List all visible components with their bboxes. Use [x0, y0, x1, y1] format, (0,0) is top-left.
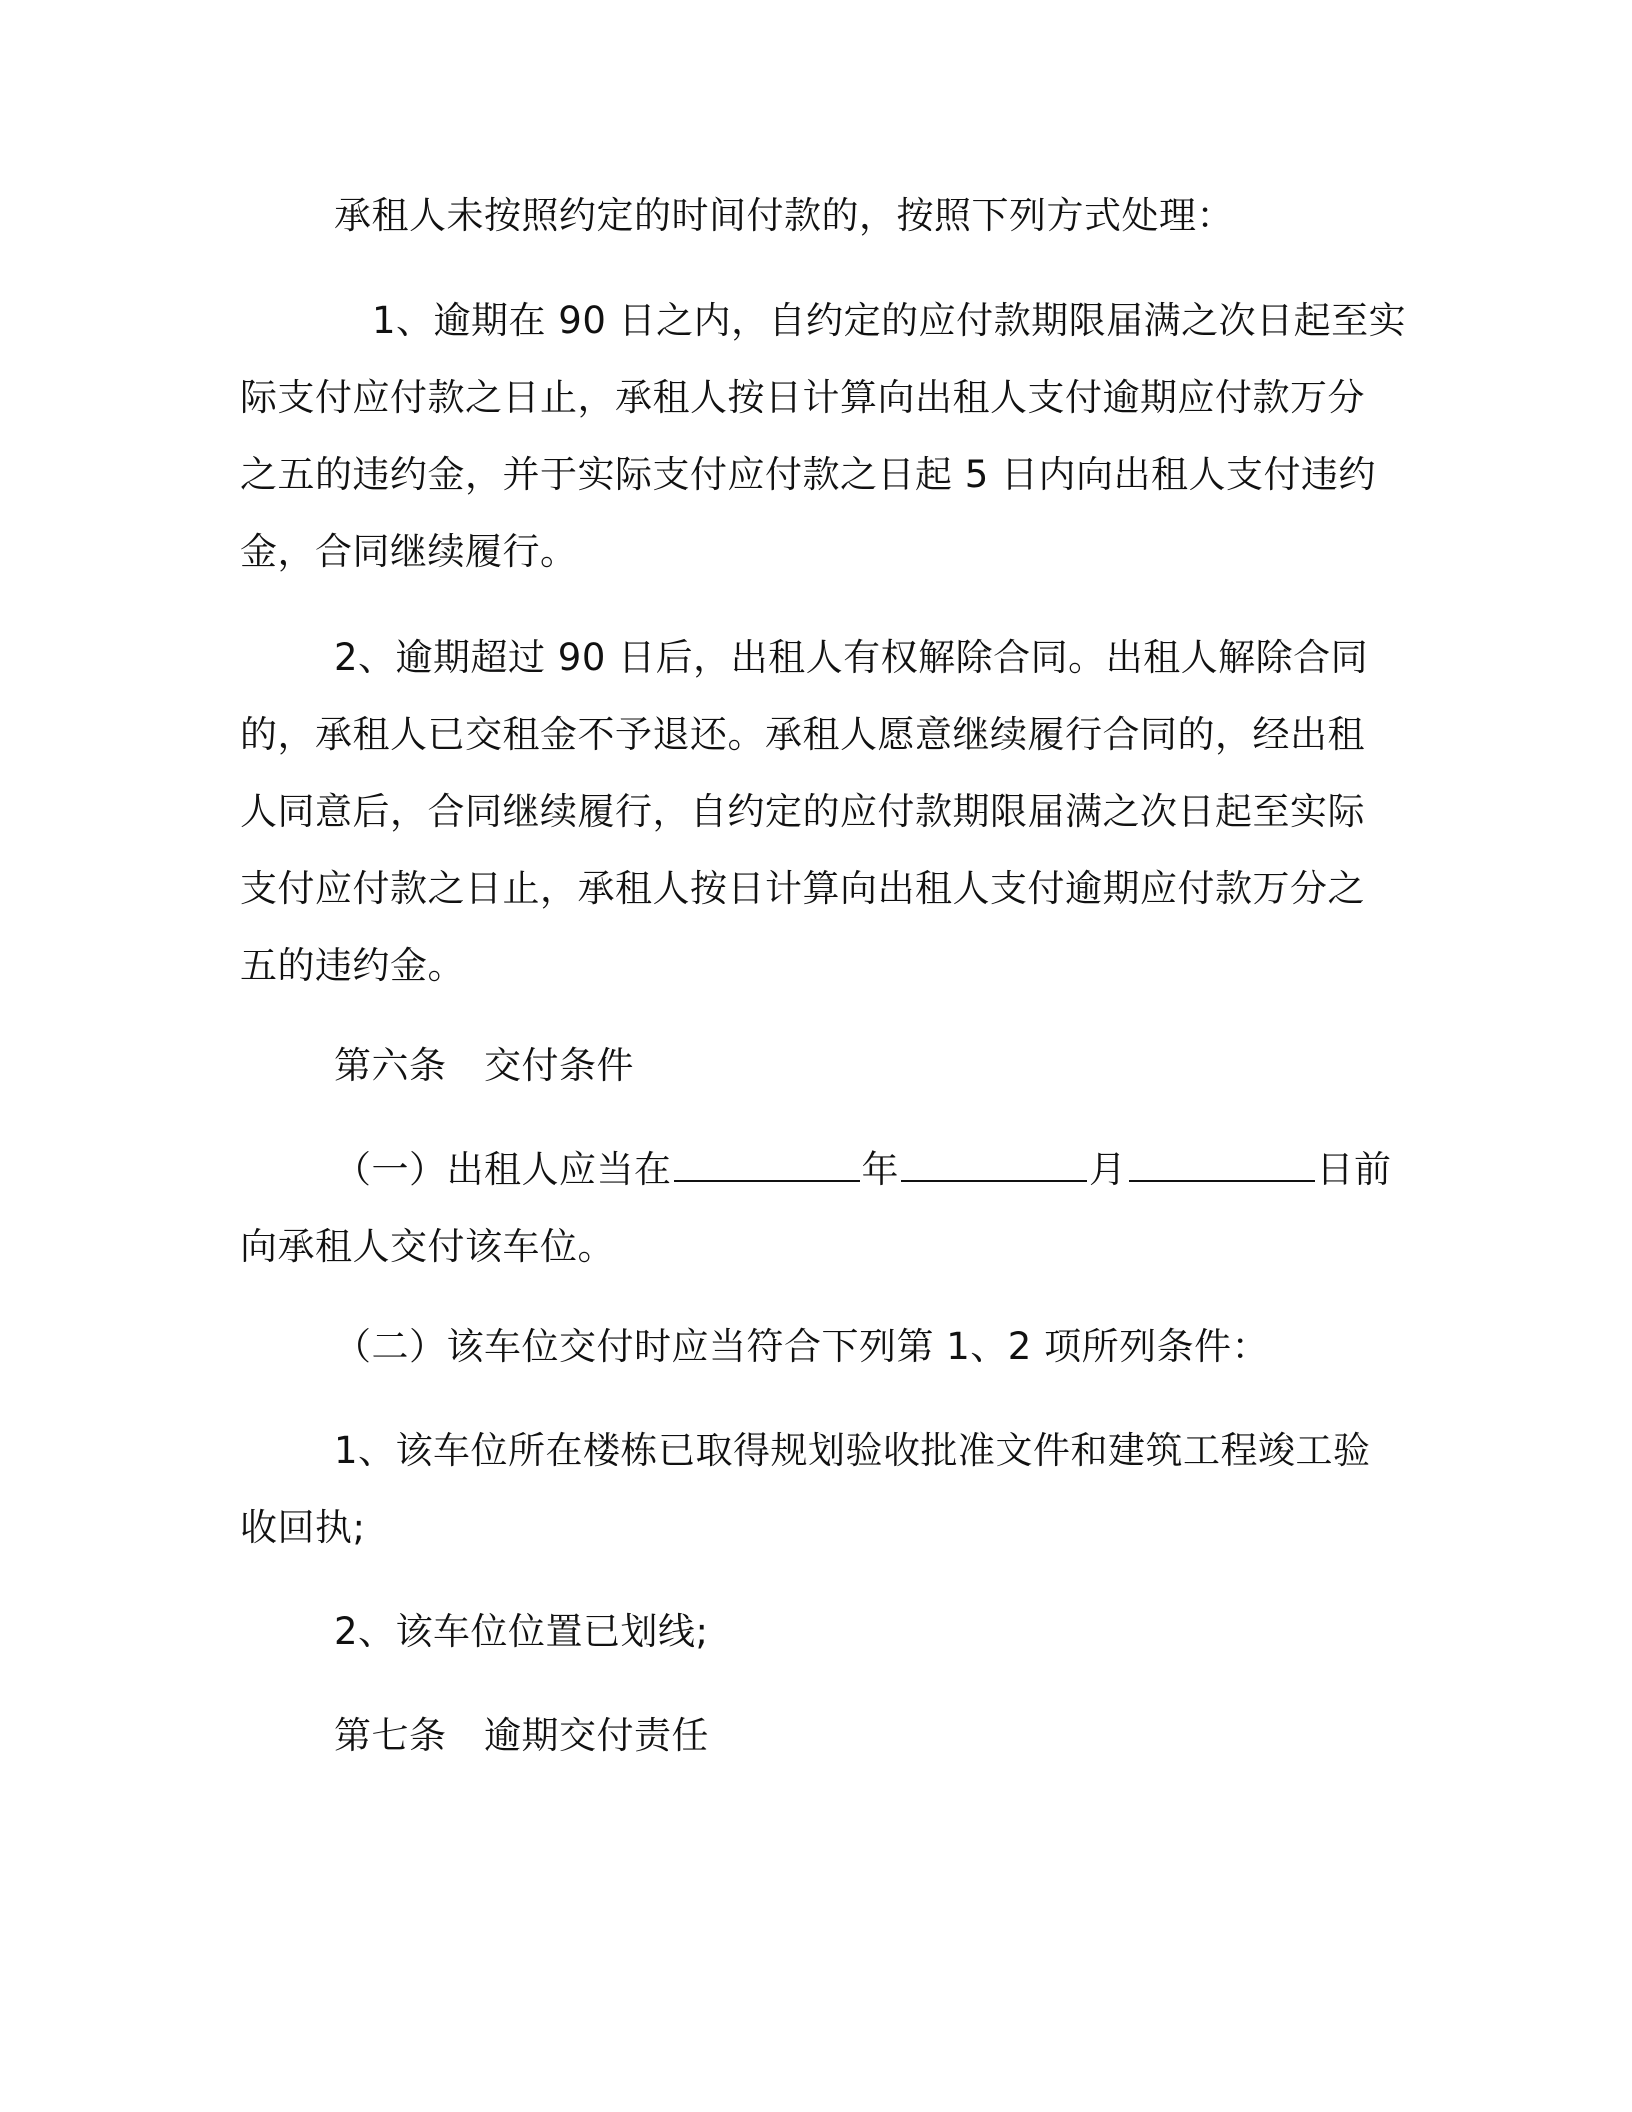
article-6-heading: 第六条 交付条件	[334, 1044, 634, 1087]
paragraph-payment-intro: 承租人未按照约定的时间付款的，按照下列方式处理：	[334, 194, 1234, 237]
paragraph-item-2-line-1: 2、逾期超过 90 日后，出租人有权解除合同。出租人解除合同	[334, 636, 1369, 679]
paragraph-condition-1-line-2: 收回执;	[240, 1506, 366, 1549]
year-blank	[674, 1148, 860, 1182]
year-label: 年	[861, 1148, 899, 1191]
month-blank	[901, 1148, 1087, 1182]
paragraph-item-2-line-3: 人同意后，合同继续履行，自约定的应付款期限届满之次日起至实际	[240, 790, 1365, 833]
paragraph-item-1-line-4: 金，合同继续履行。	[240, 530, 578, 573]
paragraph-item-1-line-2: 际支付应付款之日止，承租人按日计算向出租人支付逾期应付款万分	[240, 376, 1365, 419]
paragraph-item-2-line-5: 五的违约金。	[240, 944, 465, 987]
paragraph-condition-2: 2、该车位位置已划线;	[334, 1610, 709, 1653]
paragraph-condition-1-line-1: 1、该车位所在楼栋已取得规划验收批准文件和建筑工程竣工验	[334, 1429, 1371, 1472]
paragraph-delivery-conditions: （二）该车位交付时应当符合下列第 1、2 项所列条件：	[334, 1325, 1270, 1368]
day-label: 日前	[1316, 1148, 1392, 1191]
article-7-heading: 第七条 逾期交付责任	[334, 1714, 709, 1757]
delivery-date-prefix: （一）出租人应当在	[334, 1148, 672, 1191]
day-blank	[1129, 1148, 1315, 1182]
paragraph-item-1-line-1: 1、逾期在 90 日之内，自约定的应付款期限届满之次日起至实	[372, 299, 1407, 342]
month-label: 月	[1089, 1148, 1127, 1191]
paragraph-item-2-line-2: 的，承租人已交租金不予退还。承租人愿意继续履行合同的，经出租	[240, 713, 1365, 756]
paragraph-delivery-date-line-2: 向承租人交付该车位。	[240, 1225, 615, 1268]
paragraph-item-1-line-3: 之五的违约金，并于实际支付应付款之日起 5 日内向出租人支付违约	[240, 453, 1377, 496]
paragraph-delivery-date-line-1	[334, 1148, 1392, 1192]
paragraph-item-2-line-4: 支付应付款之日止，承租人按日计算向出租人支付逾期应付款万分之	[240, 867, 1365, 910]
